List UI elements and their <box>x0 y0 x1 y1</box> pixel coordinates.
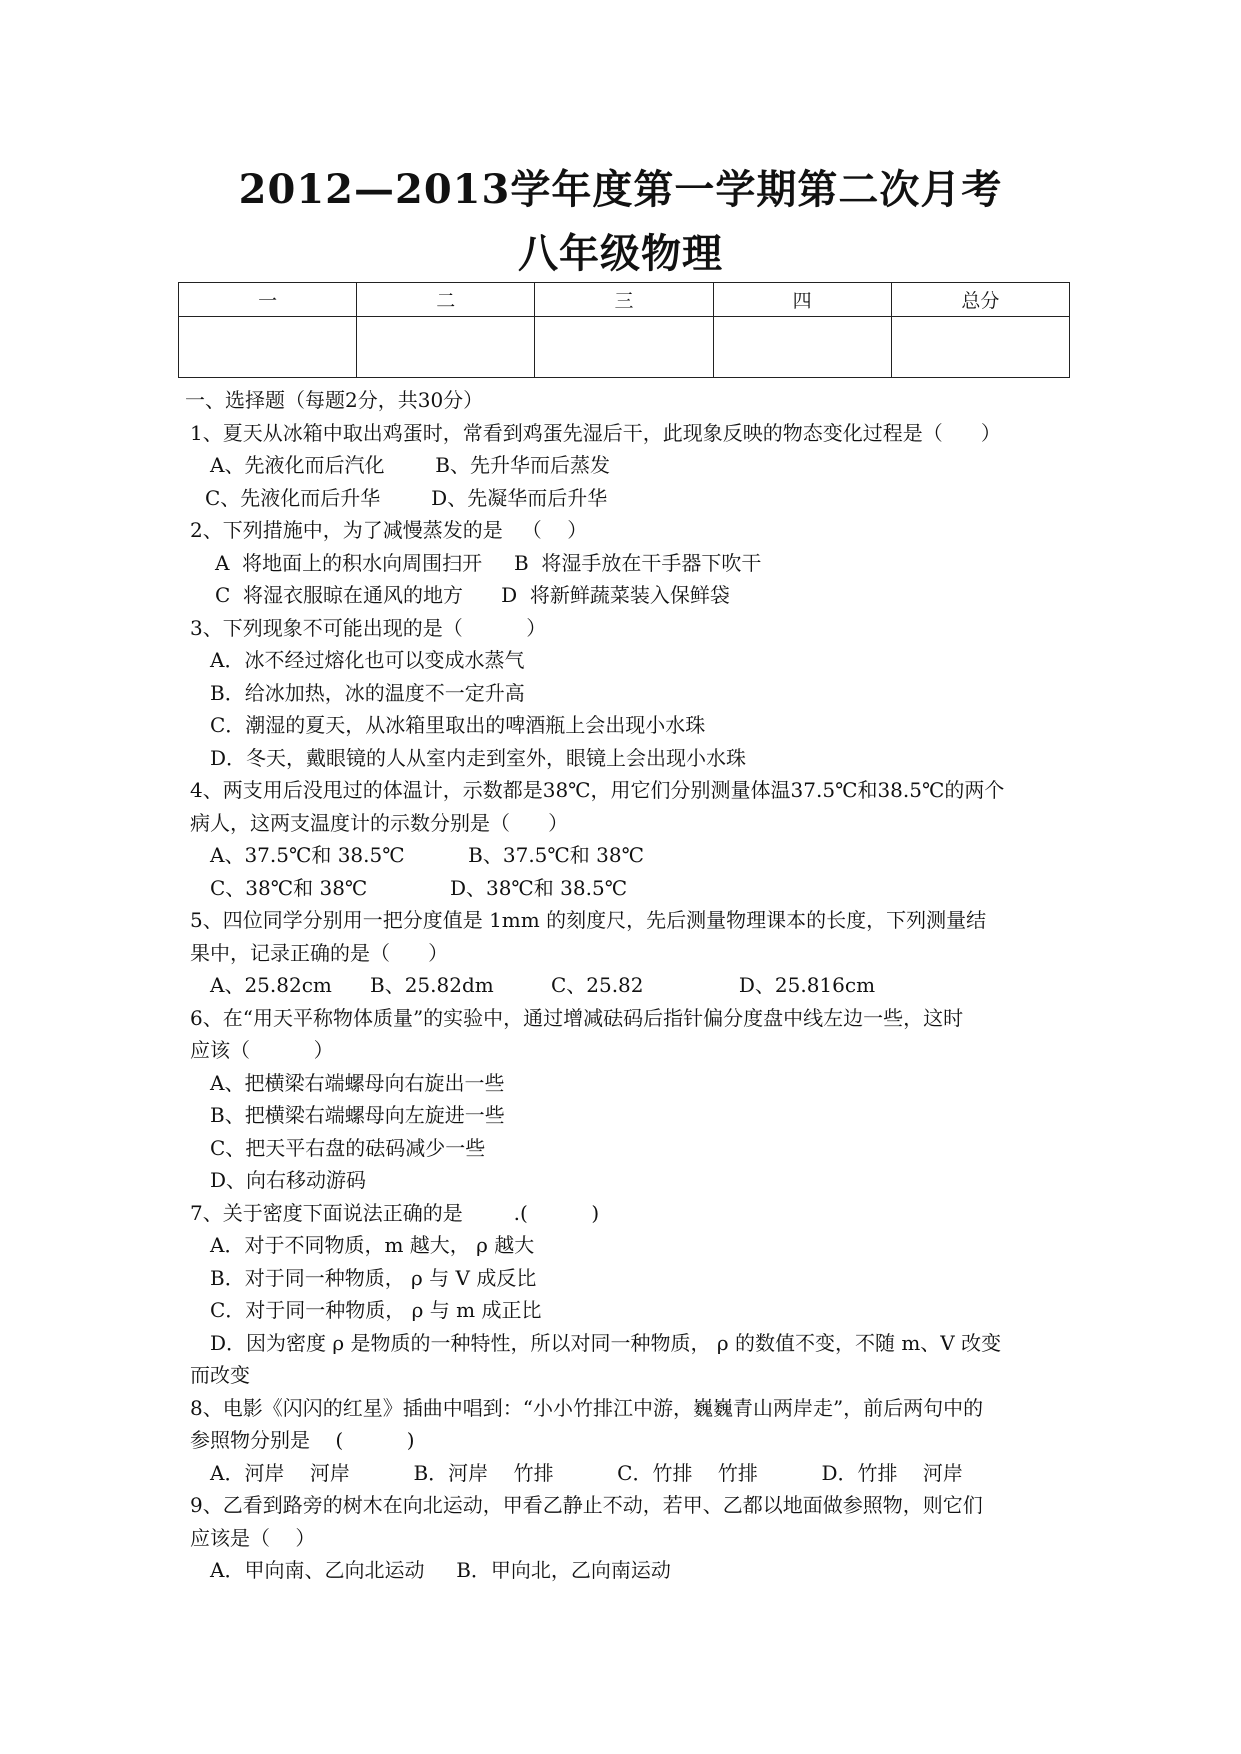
score-entry-cell[interactable] <box>891 317 1069 378</box>
question-7-stem: 7、关于密度下面说法正确的是 .( ) <box>190 1200 600 1225</box>
score-header-cell: 总分 <box>891 283 1069 317</box>
score-header-cell: 四 <box>713 283 891 317</box>
score-header-cell: 二 <box>357 283 535 317</box>
exam-title: 2012—2013学年度第一学期第二次月考 <box>238 166 1003 213</box>
score-entry-cell[interactable] <box>713 317 891 378</box>
question-list <box>185 384 1070 1587</box>
question-8-options: A．河岸 河岸 B．河岸 竹排 C．竹排 竹排 D．竹排 河岸 <box>210 1460 963 1485</box>
question-3-stem: 3、下列现象不可能出现的是（ ） <box>190 615 547 640</box>
question-6-option-d: D、向右移动游码 <box>210 1168 367 1192</box>
question-3-option-c: C．潮湿的夏天，从冰箱里取出的啤酒瓶上会出现小水珠 <box>210 713 706 737</box>
score-entry-cell[interactable] <box>357 317 535 378</box>
score-entry-cell[interactable] <box>179 317 357 378</box>
question-2-options-ab: A 将地面上的积水向周围扫开 B 将湿手放在干手器下吹干 <box>215 550 762 575</box>
question-9-stem-line1: 9、乙看到路旁的树木在向北运动，甲看乙静止不动，若甲、乙都以地面做参照物，则它们 <box>190 1493 983 1517</box>
score-table-entry-row <box>179 317 1070 378</box>
question-7-option-d-line1: D．因为密度 ρ 是物质的一种特性，所以对同一种物质， ρ 的数值不变，不随 m、V 改变 <box>210 1330 1002 1355</box>
question-3-option-b: B．给冰加热，冰的温度不一定升高 <box>210 680 525 705</box>
question-7-option-a: A．对于不同物质，m 越大， ρ 越大 <box>210 1233 535 1257</box>
question-6-stem-line1: 6、在“用天平称物体质量”的实验中，通过增减砝码后指针偏分度盘中线左边一些，这时 <box>190 1005 964 1030</box>
question-2-stem: 2、下列措施中，为了减慢蒸发的是 （ ） <box>190 518 588 542</box>
score-header-cell: 三 <box>535 283 713 317</box>
question-7-option-c: C．对于同一种物质， ρ 与 m 成正比 <box>210 1298 542 1322</box>
question-3-option-a: A．冰不经过熔化也可以变成水蒸气 <box>210 648 525 672</box>
question-4-stem-line1: 4、两支用后没甩过的体温计，示数都是38℃，用它们分别测量体温37.5℃和38.5℃的两个 <box>190 778 1005 802</box>
question-6-stem-line2: 应该（ ） <box>190 1038 334 1062</box>
question-1-options-cd: C、先液化而后升华 D、先凝华而后升华 <box>205 485 608 510</box>
question-7-option-b: B．对于同一种物质， ρ 与 V 成反比 <box>210 1265 537 1290</box>
question-1-options-ab: A、先液化而后汽化 B、先升华而后蒸发 <box>210 453 610 477</box>
score-entry-cell[interactable] <box>535 317 713 378</box>
question-4-options-cd: C、38℃和 38℃ D、38℃和 38.5℃ <box>210 875 628 900</box>
exam-subtitle: 八年级物理 <box>518 230 723 277</box>
question-8-stem-line2: 参照物分别是 ( ) <box>190 1428 415 1452</box>
question-5-stem-line1: 5、四位同学分别用一把分度值是 1mm 的刻度尺，先后测量物理课本的长度，下列测量结 <box>190 908 987 932</box>
score-table-header-row <box>179 283 1070 317</box>
question-2-options-cd: C 将湿衣服晾在通风的地方 D 将新鲜蔬菜装入保鲜袋 <box>215 583 730 607</box>
question-9-stem-line2: 应该是（ ） <box>190 1525 316 1550</box>
section-heading: 一、选择题（每题2分，共30分） <box>185 388 484 412</box>
question-5-options: A、25.82cm B、25.82dm C、25.82 D、25.816cm <box>210 973 876 997</box>
question-8-stem-line1: 8、电影《闪闪的红星》插曲中唱到：“小小竹排江中游，巍巍青山两岸走”，前后两句中的 <box>190 1395 984 1420</box>
question-5-stem-line2: 果中，记录正确的是（ ） <box>190 940 449 965</box>
question-9-options: A．甲向南、乙向北运动 B．甲向北，乙向南运动 <box>210 1558 671 1582</box>
score-table <box>178 282 1070 378</box>
score-header-cell: 一 <box>179 283 357 317</box>
question-3-option-d: D．冬天，戴眼镜的人从室内走到室外，眼镜上会出现小水珠 <box>210 745 747 770</box>
question-6-option-c: C、把天平右盘的砝码减少一些 <box>210 1135 486 1160</box>
question-4-stem-line2: 病人，这两支温度计的示数分别是（ ） <box>190 810 569 835</box>
question-6-option-b: B、把横梁右端螺母向左旋进一些 <box>210 1103 505 1127</box>
question-6-option-a: A、把横梁右端螺母向右旋出一些 <box>210 1070 505 1095</box>
question-4-options-ab: A、37.5℃和 38.5℃ B、37.5℃和 38℃ <box>210 843 644 867</box>
question-7-option-d-line2: 而改变 <box>190 1363 250 1387</box>
question-1-stem: 1、夏天从冰箱中取出鸡蛋时，常看到鸡蛋先湿后干，此现象反映的物态变化过程是（ ） <box>190 420 1001 445</box>
